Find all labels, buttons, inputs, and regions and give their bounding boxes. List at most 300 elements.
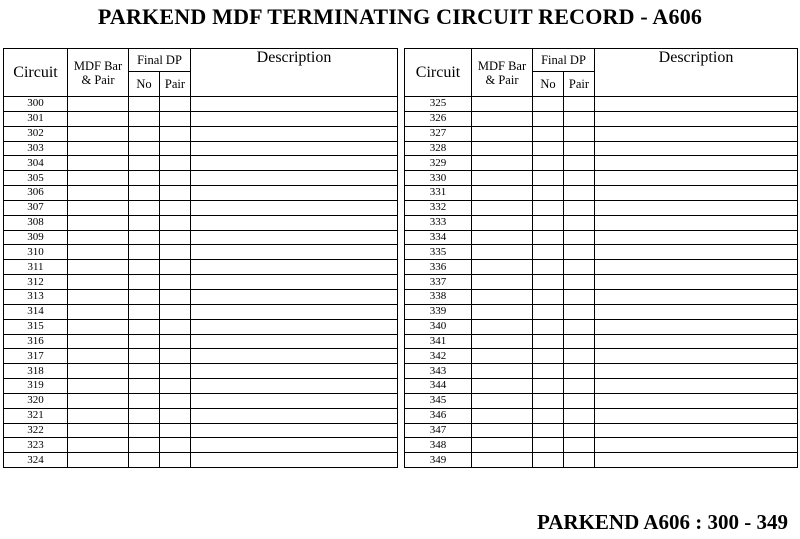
- circuit-table-right: [404, 48, 798, 468]
- final-dp-no-cell[interactable]: [129, 423, 160, 438]
- description-cell[interactable]: [595, 156, 798, 171]
- mdf-bar-pair-cell[interactable]: [68, 408, 129, 423]
- final-dp-pair-cell[interactable]: [564, 289, 595, 304]
- final-dp-pair-cell[interactable]: [564, 215, 595, 230]
- final-dp-pair-cell[interactable]: [564, 230, 595, 245]
- mdf-bar-pair-cell[interactable]: [472, 438, 533, 453]
- final-dp-pair-cell[interactable]: [160, 260, 191, 275]
- final-dp-pair-cell[interactable]: [160, 171, 191, 186]
- description-cell[interactable]: [595, 111, 798, 126]
- mdf-bar-pair-cell[interactable]: [68, 289, 129, 304]
- table-row: [4, 200, 398, 215]
- description-cell[interactable]: [191, 111, 398, 126]
- description-cell[interactable]: [191, 423, 398, 438]
- mdf-bar-pair-cell[interactable]: [68, 453, 129, 468]
- table-row: [405, 97, 798, 112]
- circuit-number-cell: 340: [405, 319, 472, 334]
- circuit-number-cell: 314: [4, 304, 68, 319]
- table-row: [405, 438, 798, 453]
- final-dp-no-cell[interactable]: [129, 379, 160, 394]
- final-dp-pair-cell[interactable]: [160, 245, 191, 260]
- header-pair: Pair: [160, 72, 191, 97]
- description-cell[interactable]: [191, 97, 398, 112]
- mdf-bar-pair-cell[interactable]: [472, 126, 533, 141]
- final-dp-no-cell[interactable]: [129, 171, 160, 186]
- final-dp-no-cell[interactable]: [533, 393, 564, 408]
- final-dp-no-cell[interactable]: [533, 111, 564, 126]
- circuit-number-cell: 308: [4, 215, 68, 230]
- circuit-number-cell: 333: [405, 215, 472, 230]
- final-dp-no-cell[interactable]: [533, 200, 564, 215]
- circuit-number-cell: 324: [4, 453, 68, 468]
- final-dp-no-cell[interactable]: [129, 304, 160, 319]
- table-row: [4, 230, 398, 245]
- final-dp-pair-cell[interactable]: [160, 186, 191, 201]
- mdf-bar-pair-cell[interactable]: [68, 171, 129, 186]
- mdf-bar-pair-cell[interactable]: [472, 141, 533, 156]
- description-cell[interactable]: [595, 304, 798, 319]
- mdf-bar-pair-cell[interactable]: [68, 141, 129, 156]
- final-dp-no-cell[interactable]: [533, 408, 564, 423]
- mdf-bar-pair-cell[interactable]: [68, 275, 129, 290]
- table-row: [405, 334, 798, 349]
- final-dp-no-cell[interactable]: [533, 275, 564, 290]
- description-cell[interactable]: [191, 349, 398, 364]
- final-dp-no-cell[interactable]: [129, 364, 160, 379]
- circuit-number-cell: 337: [405, 275, 472, 290]
- description-cell[interactable]: [595, 379, 798, 394]
- final-dp-pair-cell[interactable]: [160, 408, 191, 423]
- table-row: [405, 156, 798, 171]
- final-dp-no-cell[interactable]: [129, 215, 160, 230]
- final-dp-no-cell[interactable]: [129, 393, 160, 408]
- circuit-number-cell: 310: [4, 245, 68, 260]
- table-row: [4, 215, 398, 230]
- mdf-bar-pair-cell[interactable]: [68, 438, 129, 453]
- table-row: [405, 408, 798, 423]
- final-dp-pair-cell[interactable]: [160, 230, 191, 245]
- description-cell[interactable]: [191, 438, 398, 453]
- final-dp-pair-cell[interactable]: [564, 141, 595, 156]
- table-row: [4, 379, 398, 394]
- final-dp-pair-cell[interactable]: [564, 97, 595, 112]
- final-dp-no-cell[interactable]: [533, 349, 564, 364]
- final-dp-no-cell[interactable]: [129, 186, 160, 201]
- final-dp-no-cell[interactable]: [129, 97, 160, 112]
- final-dp-no-cell[interactable]: [129, 200, 160, 215]
- final-dp-pair-cell[interactable]: [564, 171, 595, 186]
- circuit-number-cell: 321: [4, 408, 68, 423]
- description-cell[interactable]: [595, 186, 798, 201]
- mdf-bar-pair-cell[interactable]: [472, 289, 533, 304]
- table-row: [405, 275, 798, 290]
- final-dp-no-cell[interactable]: [129, 349, 160, 364]
- description-cell[interactable]: [191, 379, 398, 394]
- description-cell[interactable]: [191, 126, 398, 141]
- final-dp-pair-cell[interactable]: [160, 141, 191, 156]
- final-dp-pair-cell[interactable]: [564, 379, 595, 394]
- final-dp-no-cell[interactable]: [533, 334, 564, 349]
- header-final-dp: Final DP: [129, 49, 191, 72]
- final-dp-pair-cell[interactable]: [160, 289, 191, 304]
- description-cell[interactable]: [595, 275, 798, 290]
- table-row: [4, 304, 398, 319]
- final-dp-no-cell[interactable]: [129, 126, 160, 141]
- mdf-bar-pair-cell[interactable]: [472, 334, 533, 349]
- final-dp-no-cell[interactable]: [129, 289, 160, 304]
- mdf-bar-pair-cell[interactable]: [472, 379, 533, 394]
- final-dp-no-cell[interactable]: [533, 319, 564, 334]
- description-cell[interactable]: [191, 275, 398, 290]
- circuit-number-cell: 330: [405, 171, 472, 186]
- circuit-number-cell: 331: [405, 186, 472, 201]
- mdf-bar-pair-cell[interactable]: [68, 126, 129, 141]
- table-row: [4, 126, 398, 141]
- final-dp-pair-cell[interactable]: [564, 453, 595, 468]
- circuit-number-cell: 322: [4, 423, 68, 438]
- header-circuit: Circuit: [405, 49, 472, 97]
- circuit-number-cell: 345: [405, 393, 472, 408]
- mdf-bar-pair-cell[interactable]: [68, 245, 129, 260]
- description-cell[interactable]: [191, 304, 398, 319]
- final-dp-no-cell[interactable]: [129, 111, 160, 126]
- final-dp-pair-cell[interactable]: [160, 126, 191, 141]
- description-cell[interactable]: [191, 393, 398, 408]
- table-row: [4, 319, 398, 334]
- final-dp-pair-cell[interactable]: [160, 215, 191, 230]
- final-dp-pair-cell[interactable]: [564, 260, 595, 275]
- description-cell[interactable]: [191, 200, 398, 215]
- table-row: [405, 171, 798, 186]
- description-cell[interactable]: [595, 319, 798, 334]
- final-dp-pair-cell[interactable]: [564, 393, 595, 408]
- circuit-number-cell: 300: [4, 97, 68, 112]
- mdf-bar-pair-cell[interactable]: [472, 111, 533, 126]
- right-table-body: [405, 97, 798, 468]
- table-row: [405, 245, 798, 260]
- final-dp-pair-cell[interactable]: [160, 334, 191, 349]
- final-dp-pair-cell[interactable]: [160, 156, 191, 171]
- table-row: [4, 364, 398, 379]
- circuit-number-cell: 329: [405, 156, 472, 171]
- circuit-number-cell: 307: [4, 200, 68, 215]
- description-cell[interactable]: [595, 423, 798, 438]
- table-row: [405, 186, 798, 201]
- circuit-number-cell: 341: [405, 334, 472, 349]
- final-dp-no-cell[interactable]: [533, 156, 564, 171]
- final-dp-no-cell[interactable]: [533, 171, 564, 186]
- table-row: [4, 171, 398, 186]
- description-cell[interactable]: [595, 393, 798, 408]
- final-dp-pair-cell[interactable]: [564, 111, 595, 126]
- description-cell[interactable]: [191, 156, 398, 171]
- description-cell[interactable]: [191, 245, 398, 260]
- mdf-bar-pair-cell[interactable]: [472, 423, 533, 438]
- mdf-bar-pair-cell[interactable]: [68, 215, 129, 230]
- circuit-number-cell: 309: [4, 230, 68, 245]
- mdf-bar-pair-cell[interactable]: [472, 156, 533, 171]
- mdf-bar-pair-cell[interactable]: [472, 230, 533, 245]
- header-description: Description: [191, 49, 398, 97]
- description-cell[interactable]: [595, 230, 798, 245]
- final-dp-pair-cell[interactable]: [564, 200, 595, 215]
- final-dp-pair-cell[interactable]: [564, 334, 595, 349]
- final-dp-pair-cell[interactable]: [160, 200, 191, 215]
- mdf-bar-pair-cell[interactable]: [472, 453, 533, 468]
- circuit-number-cell: 312: [4, 275, 68, 290]
- final-dp-no-cell[interactable]: [129, 453, 160, 468]
- header-circuit: Circuit: [4, 49, 68, 97]
- mdf-bar-pair-cell[interactable]: [68, 364, 129, 379]
- final-dp-pair-cell[interactable]: [160, 364, 191, 379]
- final-dp-pair-cell[interactable]: [160, 319, 191, 334]
- final-dp-no-cell[interactable]: [129, 141, 160, 156]
- description-cell[interactable]: [595, 408, 798, 423]
- final-dp-pair-cell[interactable]: [160, 393, 191, 408]
- final-dp-pair-cell[interactable]: [564, 423, 595, 438]
- circuit-number-cell: 349: [405, 453, 472, 468]
- description-cell[interactable]: [191, 230, 398, 245]
- final-dp-no-cell[interactable]: [533, 215, 564, 230]
- circuit-number-cell: 301: [4, 111, 68, 126]
- circuit-number-cell: 338: [405, 289, 472, 304]
- final-dp-no-cell[interactable]: [533, 438, 564, 453]
- final-dp-no-cell[interactable]: [533, 186, 564, 201]
- table-row: [4, 245, 398, 260]
- mdf-bar-pair-cell[interactable]: [68, 260, 129, 275]
- table-row: [4, 408, 398, 423]
- final-dp-pair-cell[interactable]: [564, 319, 595, 334]
- mdf-bar-pair-cell[interactable]: [472, 349, 533, 364]
- description-cell[interactable]: [595, 349, 798, 364]
- final-dp-no-cell[interactable]: [533, 97, 564, 112]
- mdf-bar-pair-cell[interactable]: [472, 275, 533, 290]
- mdf-bar-pair-cell[interactable]: [68, 304, 129, 319]
- final-dp-pair-cell[interactable]: [564, 245, 595, 260]
- description-cell[interactable]: [191, 408, 398, 423]
- table-row: [405, 141, 798, 156]
- final-dp-no-cell[interactable]: [129, 230, 160, 245]
- table-row: [405, 319, 798, 334]
- circuit-number-cell: 315: [4, 319, 68, 334]
- description-cell[interactable]: [595, 289, 798, 304]
- mdf-bar-pair-cell[interactable]: [68, 230, 129, 245]
- header-mdf-bar-pair: MDF Bar & Pair: [472, 49, 533, 97]
- table-row: [4, 334, 398, 349]
- table-row: [405, 304, 798, 319]
- table-row: [4, 438, 398, 453]
- mdf-bar-pair-cell[interactable]: [68, 349, 129, 364]
- table-row: [4, 111, 398, 126]
- circuit-number-cell: 344: [405, 379, 472, 394]
- final-dp-no-cell[interactable]: [533, 379, 564, 394]
- circuit-number-cell: 302: [4, 126, 68, 141]
- table-row: [405, 379, 798, 394]
- table-row: [405, 215, 798, 230]
- mdf-bar-pair-cell[interactable]: [472, 319, 533, 334]
- final-dp-pair-cell[interactable]: [160, 275, 191, 290]
- description-cell[interactable]: [595, 364, 798, 379]
- circuit-number-cell: 334: [405, 230, 472, 245]
- circuit-number-cell: 339: [405, 304, 472, 319]
- mdf-bar-pair-cell[interactable]: [472, 393, 533, 408]
- circuit-number-cell: 343: [405, 364, 472, 379]
- circuit-number-cell: 311: [4, 260, 68, 275]
- circuit-number-cell: 318: [4, 364, 68, 379]
- final-dp-no-cell[interactable]: [533, 126, 564, 141]
- mdf-bar-pair-cell[interactable]: [472, 186, 533, 201]
- final-dp-pair-cell[interactable]: [564, 438, 595, 453]
- table-row: [405, 111, 798, 126]
- table-row: [4, 186, 398, 201]
- circuit-number-cell: 305: [4, 171, 68, 186]
- circuit-number-cell: 325: [405, 97, 472, 112]
- description-cell[interactable]: [595, 200, 798, 215]
- description-cell[interactable]: [595, 215, 798, 230]
- final-dp-pair-cell[interactable]: [160, 438, 191, 453]
- mdf-bar-pair-cell[interactable]: [68, 156, 129, 171]
- final-dp-no-cell[interactable]: [129, 156, 160, 171]
- mdf-bar-pair-cell[interactable]: [472, 364, 533, 379]
- final-dp-no-cell[interactable]: [533, 423, 564, 438]
- mdf-bar-pair-cell[interactable]: [472, 260, 533, 275]
- final-dp-pair-cell[interactable]: [564, 126, 595, 141]
- footer-range-label: PARKEND A606 : 300 - 349: [536, 510, 788, 534]
- description-cell[interactable]: [191, 364, 398, 379]
- final-dp-pair-cell[interactable]: [160, 453, 191, 468]
- circuit-number-cell: 317: [4, 349, 68, 364]
- table-row: [4, 275, 398, 290]
- final-dp-no-cell[interactable]: [129, 260, 160, 275]
- description-cell[interactable]: [595, 141, 798, 156]
- mdf-bar-pair-cell[interactable]: [68, 379, 129, 394]
- final-dp-no-cell[interactable]: [533, 141, 564, 156]
- mdf-bar-pair-cell[interactable]: [68, 200, 129, 215]
- final-dp-no-cell[interactable]: [129, 334, 160, 349]
- final-dp-pair-cell[interactable]: [564, 156, 595, 171]
- mdf-bar-pair-cell[interactable]: [68, 97, 129, 112]
- mdf-bar-pair-cell[interactable]: [68, 393, 129, 408]
- final-dp-pair-cell[interactable]: [160, 97, 191, 112]
- header-no: No: [533, 72, 564, 97]
- final-dp-pair-cell[interactable]: [564, 408, 595, 423]
- mdf-bar-pair-cell[interactable]: [472, 304, 533, 319]
- circuit-number-cell: 303: [4, 141, 68, 156]
- table-row: [405, 423, 798, 438]
- final-dp-no-cell[interactable]: [533, 260, 564, 275]
- mdf-bar-pair-cell[interactable]: [472, 97, 533, 112]
- page-title: PARKEND MDF TERMINATING CIRCUIT RECORD - A606: [97, 4, 703, 29]
- table-row: [4, 289, 398, 304]
- description-cell[interactable]: [595, 245, 798, 260]
- table-row: [405, 230, 798, 245]
- mdf-bar-pair-cell[interactable]: [472, 200, 533, 215]
- circuit-number-cell: 304: [4, 156, 68, 171]
- circuit-number-cell: 342: [405, 349, 472, 364]
- table-row: [405, 349, 798, 364]
- mdf-bar-pair-cell[interactable]: [472, 245, 533, 260]
- description-cell[interactable]: [191, 141, 398, 156]
- mdf-bar-pair-cell[interactable]: [68, 111, 129, 126]
- final-dp-pair-cell[interactable]: [564, 364, 595, 379]
- table-row: [405, 289, 798, 304]
- description-cell[interactable]: [191, 171, 398, 186]
- final-dp-pair-cell[interactable]: [160, 304, 191, 319]
- description-cell[interactable]: [191, 289, 398, 304]
- final-dp-pair-cell[interactable]: [160, 423, 191, 438]
- final-dp-pair-cell[interactable]: [564, 275, 595, 290]
- circuit-number-cell: 306: [4, 186, 68, 201]
- final-dp-no-cell[interactable]: [533, 289, 564, 304]
- description-cell[interactable]: [595, 126, 798, 141]
- description-cell[interactable]: [191, 319, 398, 334]
- description-cell[interactable]: [595, 97, 798, 112]
- final-dp-no-cell[interactable]: [533, 245, 564, 260]
- mdf-bar-pair-cell[interactable]: [472, 408, 533, 423]
- circuit-number-cell: 328: [405, 141, 472, 156]
- description-cell[interactable]: [191, 334, 398, 349]
- description-cell[interactable]: [595, 334, 798, 349]
- mdf-bar-pair-cell[interactable]: [472, 171, 533, 186]
- final-dp-no-cell[interactable]: [533, 304, 564, 319]
- final-dp-pair-cell[interactable]: [160, 111, 191, 126]
- final-dp-no-cell[interactable]: [129, 438, 160, 453]
- description-cell[interactable]: [191, 215, 398, 230]
- final-dp-no-cell[interactable]: [533, 230, 564, 245]
- circuit-number-cell: 316: [4, 334, 68, 349]
- mdf-bar-pair-cell[interactable]: [68, 319, 129, 334]
- final-dp-no-cell[interactable]: [129, 275, 160, 290]
- final-dp-no-cell[interactable]: [533, 453, 564, 468]
- mdf-bar-pair-cell[interactable]: [68, 423, 129, 438]
- description-cell[interactable]: [595, 260, 798, 275]
- table-row: [405, 453, 798, 468]
- final-dp-no-cell[interactable]: [533, 364, 564, 379]
- description-cell[interactable]: [191, 260, 398, 275]
- final-dp-pair-cell[interactable]: [564, 304, 595, 319]
- description-cell[interactable]: [191, 453, 398, 468]
- description-cell[interactable]: [191, 186, 398, 201]
- mdf-bar-pair-cell[interactable]: [68, 334, 129, 349]
- table-row: [4, 156, 398, 171]
- final-dp-pair-cell[interactable]: [160, 379, 191, 394]
- final-dp-no-cell[interactable]: [129, 408, 160, 423]
- description-cell[interactable]: [595, 171, 798, 186]
- final-dp-pair-cell[interactable]: [160, 349, 191, 364]
- table-row: [4, 393, 398, 408]
- header-pair: Pair: [564, 72, 595, 97]
- table-row: [4, 423, 398, 438]
- circuit-number-cell: 313: [4, 289, 68, 304]
- final-dp-no-cell[interactable]: [129, 245, 160, 260]
- final-dp-pair-cell[interactable]: [564, 186, 595, 201]
- table-row: [405, 260, 798, 275]
- description-cell[interactable]: [595, 453, 798, 468]
- table-row: [4, 453, 398, 468]
- final-dp-no-cell[interactable]: [129, 319, 160, 334]
- table-row: [405, 364, 798, 379]
- circuit-number-cell: 320: [4, 393, 68, 408]
- circuit-number-cell: 332: [405, 200, 472, 215]
- header-final-dp: Final DP: [533, 49, 595, 72]
- circuit-table-left: [3, 48, 398, 468]
- final-dp-pair-cell[interactable]: [564, 349, 595, 364]
- mdf-bar-pair-cell[interactable]: [68, 186, 129, 201]
- table-row: [4, 141, 398, 156]
- mdf-bar-pair-cell[interactable]: [472, 215, 533, 230]
- table-row: [405, 393, 798, 408]
- description-cell[interactable]: [595, 438, 798, 453]
